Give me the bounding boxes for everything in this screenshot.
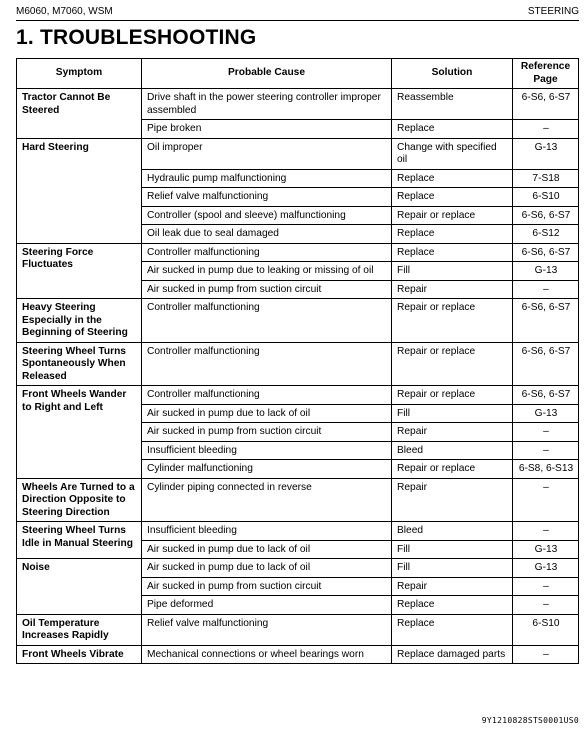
header-section-text: STEERING — [527, 6, 579, 17]
solution-cell: Repair — [392, 577, 513, 596]
solution-cell: Repair or replace — [392, 299, 513, 343]
symptom-cell: Heavy Steering Especially in the Beginning of Steering — [17, 299, 142, 343]
column-header-probable-cause: Probable Cause — [142, 59, 392, 89]
reference-page-cell: 6-S6, 6-S7 — [513, 386, 579, 405]
reference-page-cell: – — [513, 423, 579, 442]
table-row — [17, 645, 579, 664]
cause-cell: Air sucked in pump from suction circuit — [142, 280, 392, 299]
column-header-solution: Solution — [392, 59, 513, 89]
cause-cell: Insufficient bleeding — [142, 522, 392, 541]
table-body — [17, 89, 579, 664]
cause-cell: Controller malfunctioning — [142, 386, 392, 405]
solution-cell: Repair — [392, 280, 513, 299]
reference-page-cell: G-13 — [513, 404, 579, 423]
solution-cell: Change with specified oil — [392, 138, 513, 169]
reference-page-cell: 6-S6, 6-S7 — [513, 342, 579, 386]
reference-page-cell: 6-S6, 6-S7 — [513, 206, 579, 225]
solution-cell: Bleed — [392, 441, 513, 460]
solution-cell: Fill — [392, 559, 513, 578]
reference-page-cell: 6-S6, 6-S7 — [513, 243, 579, 262]
column-header-reference-page: Reference Page — [513, 59, 579, 89]
cause-cell: Controller malfunctioning — [142, 342, 392, 386]
cause-cell: Air sucked in pump due to lack of oil — [142, 404, 392, 423]
solution-cell: Replace — [392, 243, 513, 262]
page-header — [16, 5, 579, 21]
table-row — [17, 522, 579, 541]
reference-page-cell: 7-S18 — [513, 169, 579, 188]
cause-cell: Pipe deformed — [142, 596, 392, 615]
reference-page-cell: 6-S10 — [513, 188, 579, 207]
table-row — [17, 614, 579, 645]
solution-cell: Repair or replace — [392, 342, 513, 386]
solution-cell: Fill — [392, 540, 513, 559]
header-model-text: M6060, M7060, WSM — [16, 6, 113, 17]
table-row — [17, 478, 579, 522]
symptom-cell: Steering Force Fluctuates — [17, 243, 142, 299]
solution-cell: Fill — [392, 262, 513, 281]
symptom-cell: Front Wheels Vibrate — [17, 645, 142, 664]
solution-cell: Replace — [392, 188, 513, 207]
solution-cell: Repair or replace — [392, 206, 513, 225]
reference-page-cell: – — [513, 596, 579, 615]
cause-cell: Air sucked in pump due to lack of oil — [142, 559, 392, 578]
cause-cell: Controller malfunctioning — [142, 299, 392, 343]
symptom-cell: Oil Temperature Increases Rapidly — [17, 614, 142, 645]
reference-page-cell: – — [513, 280, 579, 299]
reference-page-cell: – — [513, 645, 579, 664]
reference-page-cell: – — [513, 478, 579, 522]
reference-page-cell: 6-S6, 6-S7 — [513, 299, 579, 343]
cause-cell: Pipe broken — [142, 120, 392, 139]
symptom-cell: Noise — [17, 559, 142, 615]
solution-cell: Bleed — [392, 522, 513, 541]
page-title: 1. TROUBLESHOOTING — [16, 26, 257, 49]
table-row — [17, 386, 579, 405]
symptom-cell: Steering Wheel Turns Spontaneously When Released — [17, 342, 142, 386]
cause-cell: Air sucked in pump due to lack of oil — [142, 540, 392, 559]
symptom-cell: Tractor Cannot Be Steered — [17, 89, 142, 139]
table-row — [17, 342, 579, 386]
cause-cell: Relief valve malfunctioning — [142, 188, 392, 207]
cause-cell: Air sucked in pump from suction circuit — [142, 577, 392, 596]
solution-cell: Replace — [392, 596, 513, 615]
cause-cell: Mechanical connections or wheel bearings worn — [142, 645, 392, 664]
reference-page-cell: G-13 — [513, 262, 579, 281]
symptom-cell: Wheels Are Turned to a Direction Opposite to Steering Direction — [17, 478, 142, 522]
table-row — [17, 559, 579, 578]
table-header-row — [17, 59, 579, 89]
reference-page-cell: G-13 — [513, 540, 579, 559]
table-row — [17, 243, 579, 262]
reference-page-cell: 6-S10 — [513, 614, 579, 645]
table-row — [17, 299, 579, 343]
document-code: 9Y1210828STS0001US0 — [481, 716, 579, 725]
symptom-cell: Steering Wheel Turns Idle in Manual Steering — [17, 522, 142, 559]
solution-cell: Replace — [392, 169, 513, 188]
cause-cell: Cylinder malfunctioning — [142, 460, 392, 479]
symptom-cell: Hard Steering — [17, 138, 142, 243]
solution-cell: Replace — [392, 225, 513, 244]
table-row — [17, 89, 579, 120]
troubleshooting-table — [16, 58, 579, 664]
table-row — [17, 138, 579, 169]
solution-cell: Replace — [392, 614, 513, 645]
cause-cell: Oil leak due to seal damaged — [142, 225, 392, 244]
cause-cell: Controller malfunctioning — [142, 243, 392, 262]
reference-page-cell: G-13 — [513, 559, 579, 578]
cause-cell: Drive shaft in the power steering controller improper assembled — [142, 89, 392, 120]
reference-page-cell: – — [513, 120, 579, 139]
symptom-cell: Front Wheels Wander to Right and Left — [17, 386, 142, 479]
cause-cell: Controller (spool and sleeve) malfunctioning — [142, 206, 392, 225]
cause-cell: Air sucked in pump due to leaking or missing of oil — [142, 262, 392, 281]
solution-cell: Replace damaged parts — [392, 645, 513, 664]
solution-cell: Repair — [392, 478, 513, 522]
solution-cell: Fill — [392, 404, 513, 423]
reference-page-cell: 6-S12 — [513, 225, 579, 244]
reference-page-cell: 6-S8, 6-S13 — [513, 460, 579, 479]
cause-cell: Cylinder piping connected in reverse — [142, 478, 392, 522]
solution-cell: Repair — [392, 423, 513, 442]
reference-page-cell: 6-S6, 6-S7 — [513, 89, 579, 120]
solution-cell: Repair or replace — [392, 460, 513, 479]
cause-cell: Oil improper — [142, 138, 392, 169]
solution-cell: Replace — [392, 120, 513, 139]
solution-cell: Reassemble — [392, 89, 513, 120]
column-header-symptom: Symptom — [17, 59, 142, 89]
cause-cell: Hydraulic pump malfunctioning — [142, 169, 392, 188]
reference-page-cell: G-13 — [513, 138, 579, 169]
cause-cell: Relief valve malfunctioning — [142, 614, 392, 645]
cause-cell: Air sucked in pump from suction circuit — [142, 423, 392, 442]
reference-page-cell: – — [513, 522, 579, 541]
cause-cell: Insufficient bleeding — [142, 441, 392, 460]
reference-page-cell: – — [513, 577, 579, 596]
reference-page-cell: – — [513, 441, 579, 460]
solution-cell: Repair or replace — [392, 386, 513, 405]
